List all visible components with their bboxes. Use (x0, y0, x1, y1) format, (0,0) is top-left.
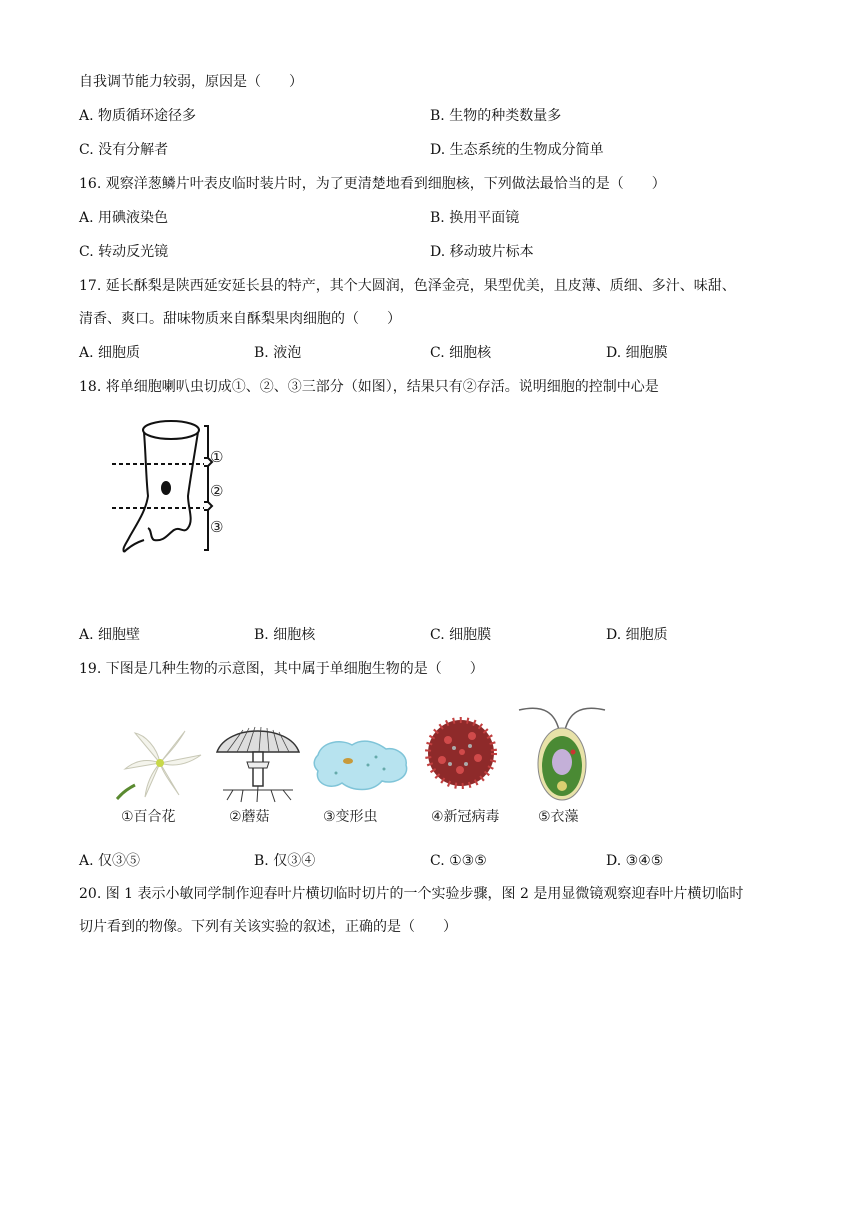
figure-label-3: ③ (210, 518, 224, 536)
q20-stem-line2: 切片看到的物像。下列有关该实验的叙述，正确的是（ ） (79, 919, 457, 935)
lily-flower-image (115, 725, 205, 800)
q19-option-b: B. 仅③④ (254, 853, 316, 869)
q17-option-c: C. 细胞核 (430, 345, 492, 361)
coronavirus-image (420, 712, 502, 794)
q15-option-b: B. 生物的种类数量多 (430, 108, 562, 124)
q15-stem: 自我调节能力较弱，原因是（ ） (79, 74, 303, 90)
q18-option-c: C. 细胞膜 (430, 627, 492, 643)
organism-caption-1: ①百合花 (121, 809, 176, 825)
q15-option-c: C. 没有分解者 (79, 142, 169, 158)
q19-option-c: C. ①③⑤ (430, 853, 487, 869)
q18-option-b: B. 细胞核 (254, 627, 316, 643)
organism-caption-3: ③变形虫 (323, 809, 378, 825)
organism-caption-2: ②蘑菇 (229, 809, 270, 825)
chlamydomonas-image (515, 700, 610, 805)
q17-stem-line1: 17. 延长酥梨是陕西延安延长县的特产，其个大圆润，色泽金亮，果型优美，且皮薄、质细、多汁、味甜、 (79, 278, 736, 294)
q19-option-a: A. 仅③⑤ (79, 853, 141, 869)
q19-stem: 19. 下图是几种生物的示意图，其中属于单细胞生物的是（ ） (79, 661, 484, 677)
organism-caption-5: ⑤衣藻 (538, 809, 579, 825)
figure-label-2: ② (210, 482, 224, 500)
q16-option-d: D. 移动玻片标本 (430, 244, 534, 260)
q20-stem-line1: 20. 图 1 表示小敏同学制作迎春叶片横切临时切片的一个实验步骤，图 2 是用显微镜观察迎春叶片横切临时 (79, 886, 744, 902)
q17-option-b: B. 液泡 (254, 345, 302, 361)
q15-option-a: A. 物质循环途径多 (79, 108, 197, 124)
q16-option-b: B. 换用平面镜 (430, 210, 520, 226)
q16-stem: 16. 观察洋葱鳞片叶表皮临时装片时，为了更清楚地看到细胞核，下列做法最恰当的是（ ） (79, 176, 666, 192)
q18-option-d: D. 细胞质 (606, 627, 668, 643)
q16-option-c: C. 转动反光镜 (79, 244, 169, 260)
mushroom-image (213, 718, 303, 803)
q17-option-a: A. 细胞质 (79, 345, 141, 361)
organism-caption-4: ④新冠病毒 (431, 809, 500, 825)
figure-label-1: ① (210, 448, 224, 466)
q18-stem: 18. 将单细胞喇叭虫切成①、②、③三部分（如图），结果只有②存活。说明细胞的控制中心是 (79, 379, 659, 395)
q16-option-a: A. 用碘液染色 (79, 210, 169, 226)
q18-option-a: A. 细胞壁 (79, 627, 141, 643)
q19-option-d: D. ③④⑤ (606, 853, 664, 869)
q17-option-d: D. 细胞膜 (606, 345, 668, 361)
q17-stem-line2: 清香、爽口。甜味物质来自酥梨果肉细胞的（ ） (79, 311, 401, 327)
q15-option-d: D. 生态系统的生物成分简单 (430, 142, 604, 158)
amoeba-image (312, 735, 412, 795)
